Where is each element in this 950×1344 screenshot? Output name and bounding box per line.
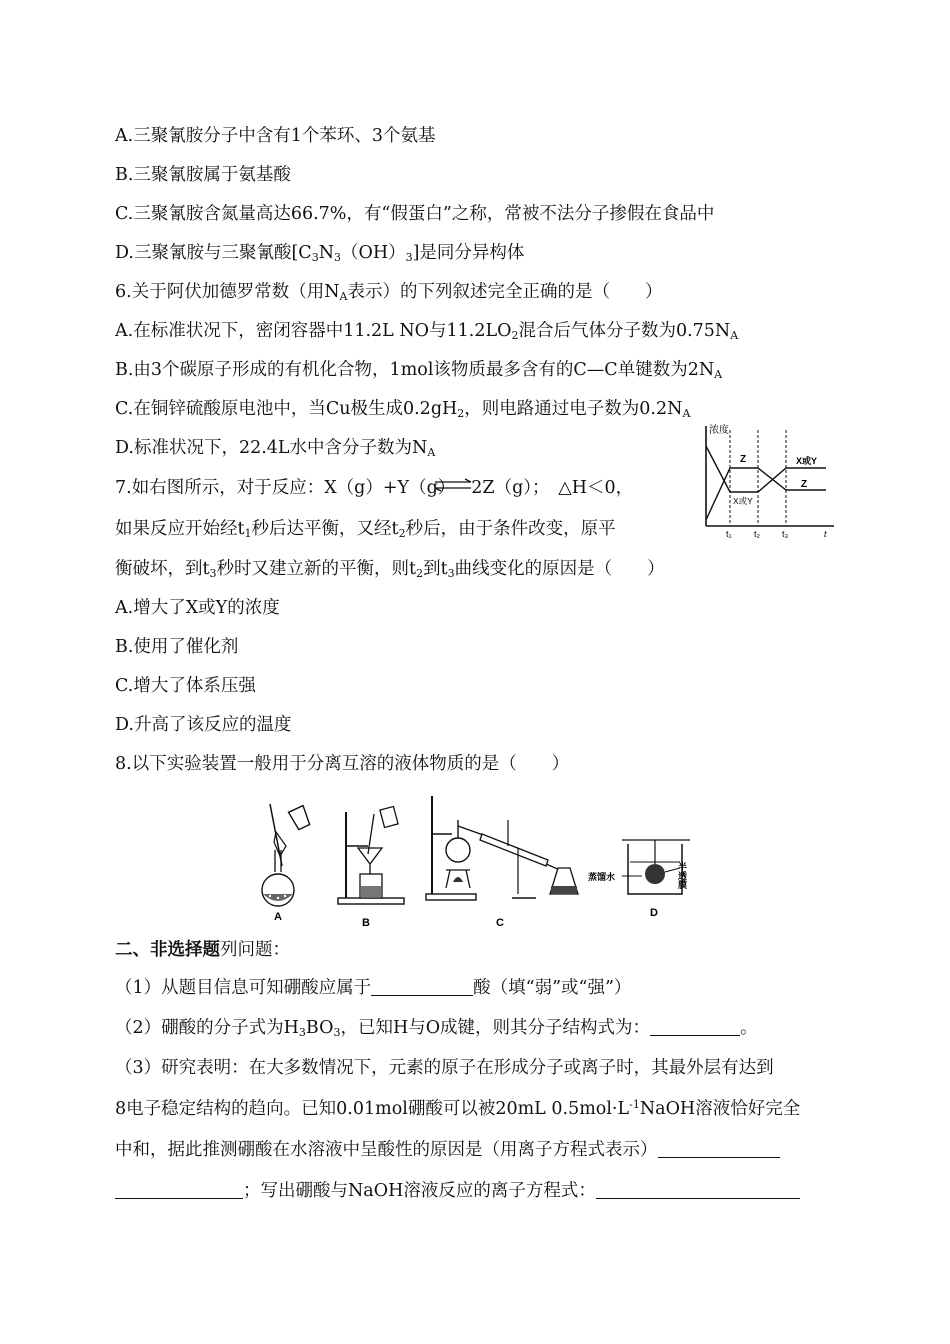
q6-stem: 6.关于阿伏加德罗常数（用$N_A$表示）的下列叙述完全正确的是（ ）	[115, 282, 663, 303]
z-label-2: Z	[801, 479, 808, 490]
q7-stem-line3: 衡破坏，到$t_3$秒时又建立新的平衡，则$t_2$到$t_3$曲线变化的原因是（ ）	[115, 559, 665, 580]
q5-option-b: B.三聚氰胺属于氨基酸	[115, 165, 291, 185]
q7-option-b: B.使用了催化剂	[115, 637, 239, 657]
section2-q3-line3: 中和，据此推测硼酸在水溶液中呈酸性的原因是（用离子方程式表示）	[115, 1138, 780, 1162]
apparatus-a-label: A	[274, 911, 282, 923]
distilled-water-label: 蒸馏水	[588, 872, 616, 882]
apparatus-d-label: D	[650, 907, 658, 919]
xy-label-2: X或Y	[796, 456, 818, 466]
answer-blank-5[interactable]	[596, 1180, 800, 1199]
xy-curve	[706, 446, 826, 492]
z-curve	[706, 468, 826, 520]
answer-blank-3[interactable]	[658, 1139, 780, 1158]
concentration-time-graph	[700, 422, 838, 542]
section2-q3-line1: （3）研究表明：在大多数情况下，元素的原子在形成分子或离子时，其最外层有达到	[115, 1058, 774, 1078]
z-label-1: Z	[740, 454, 747, 465]
section2-q2: （2）硼酸的分子式为$H_3BO_3$，已知H与O成键，则其分子结构式为： 。	[115, 1018, 758, 1039]
q7-option-a: A.增大了X或Y的浓度	[115, 598, 280, 618]
answer-blank-1[interactable]	[371, 977, 473, 996]
q5-option-d: D.三聚氰胺与三聚氰酸$[C_3N_3(OH)_3]$是同分异构体	[115, 243, 525, 264]
q6-option-b: B.由3个碳原子形成的有机化合物，1mol该物质最多含有的C—C单键数为$2N_A$	[115, 360, 723, 381]
xy-label-1: X或Y	[733, 496, 753, 506]
apparatus-d-dialysis	[588, 840, 690, 919]
section2-q3-line2: 8电子稳定结构的趋向。已知0.01mol硼酸可以被20mL $0.5mol\cdot L^{-1}NaOH$溶液恰好完全	[115, 1098, 801, 1119]
t2-label: t₂	[754, 529, 760, 539]
t1-label: t₁	[726, 529, 732, 539]
q5-option-a: A.三聚氰胺分子中含有1个苯环、3个氨基	[115, 126, 436, 146]
q7-stem-line1: 7.如右图所示，对于反应：X（g）+Y（g） 2Z（g）； △H＜0，	[115, 478, 634, 498]
q6-option-c: C.在铜锌硫酸原电池中，当Cu极生成$0.2gH_2$，则电路通过电子数为$0.2N_A$	[115, 399, 691, 420]
section2-q1: （1）从题目信息可知硼酸应属于 酸（填“弱”或“强”）	[115, 978, 632, 998]
q7-stem-line2: 如果反应开始经$t_1$秒后达平衡，又经$t_2$秒后，由于条件改变，原平	[115, 519, 616, 540]
q6-option-d: D.标准状况下，22.4L水中含分子数为$N_A$	[115, 438, 436, 459]
apparatus-c-distillation	[426, 796, 578, 929]
q6-option-a: A.在标准状况下，密闭容器中11.2L NO与$11.2LO_2$混合后气体分子数为$0.75N_A$	[115, 321, 739, 342]
section2-heading: 二、非选择题列问题：	[115, 940, 290, 960]
equilibrium-arrow-icon	[433, 478, 473, 492]
answer-blank-4[interactable]	[115, 1180, 243, 1199]
q7-option-d: D.升高了该反应的温度	[115, 715, 292, 735]
apparatus-a-volumetric-flask	[262, 804, 311, 923]
graph-y-label: 浓度	[709, 425, 729, 436]
q8-stem: 8.以下实验装置一般用于分离互溶的液体物质的是（ ）	[115, 754, 570, 774]
q7-option-c: C.增大了体系压强	[115, 676, 256, 696]
graph-x-label: t	[824, 529, 827, 539]
lab-apparatus-figure	[250, 790, 710, 935]
membrane-label: 半透膜	[677, 862, 687, 889]
q5-option-c: C.三聚氰胺含氮量高达66.7%，有“假蛋白”之称，常被不法分子掺假在食品中	[115, 204, 715, 224]
apparatus-b-filtration	[338, 806, 404, 929]
section2-q3-line4: ；写出硼酸与NaOH溶液反应的离子方程式：	[115, 1179, 800, 1203]
apparatus-b-label: B	[362, 917, 370, 929]
answer-blank-2[interactable]	[650, 1017, 740, 1036]
apparatus-c-label: C	[496, 917, 504, 929]
t3-label: t₃	[782, 529, 789, 539]
